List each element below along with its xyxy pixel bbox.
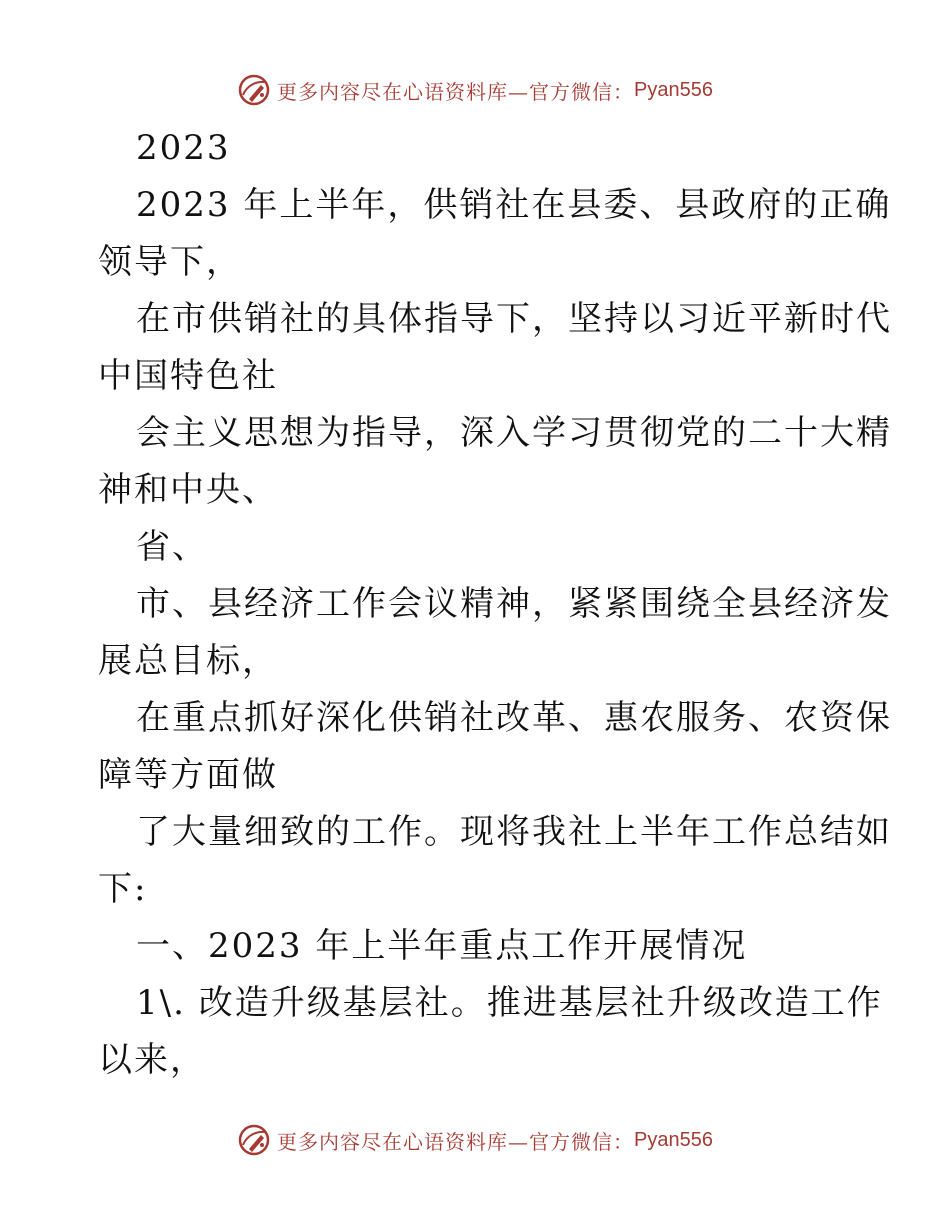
pen-logo-icon (237, 1123, 271, 1157)
body-line: 中国特色社 (98, 356, 278, 396)
footer-watermark-banner (0, 1120, 950, 1160)
body-line: 以来， (98, 1040, 206, 1080)
body-line: 1\. 改造升级基层社。推进基层社升级改造工作 (136, 983, 883, 1023)
body-line: 2023 年上半年，供销社在县委、县政府的正确 (136, 185, 892, 225)
body-line: 省、 (136, 527, 208, 567)
body-line: 神和中央、 (98, 470, 278, 510)
body-line: 了大量细致的工作。现将我社上半年工作总结如 (136, 812, 892, 852)
body-line: 障等方面做 (98, 755, 278, 795)
body-line: 在重点抓好深化供销社改革、惠农服务、农资保 (136, 698, 892, 738)
header-watermark-banner (0, 70, 950, 110)
body-line: 市、县经济工作会议精神，紧紧围绕全县经济发 (136, 584, 892, 624)
section-heading: 一、2023 年上半年重点工作开展情况 (136, 926, 748, 966)
banner-text: 更多内容尽在心语资料库—官方微信： (277, 1129, 635, 1154)
body-line: 2023 (136, 128, 231, 168)
banner-text: 更多内容尽在心语资料库—官方微信： (277, 79, 635, 104)
body-line: 下: (98, 869, 148, 909)
body-line: 展总目标， (98, 641, 278, 681)
body-line: 会主义思想为指导，深入学习贯彻党的二十大精 (136, 413, 892, 453)
body-line: 在市供销社的具体指导下，坚持以习近平新时代 (136, 299, 892, 339)
pen-logo-icon (237, 73, 271, 107)
body-line: 领导下， (98, 242, 242, 282)
banner-wechat-id: Pyan556 (634, 78, 713, 101)
banner-wechat-id: Pyan556 (634, 1128, 713, 1151)
document-body (98, 120, 892, 1089)
